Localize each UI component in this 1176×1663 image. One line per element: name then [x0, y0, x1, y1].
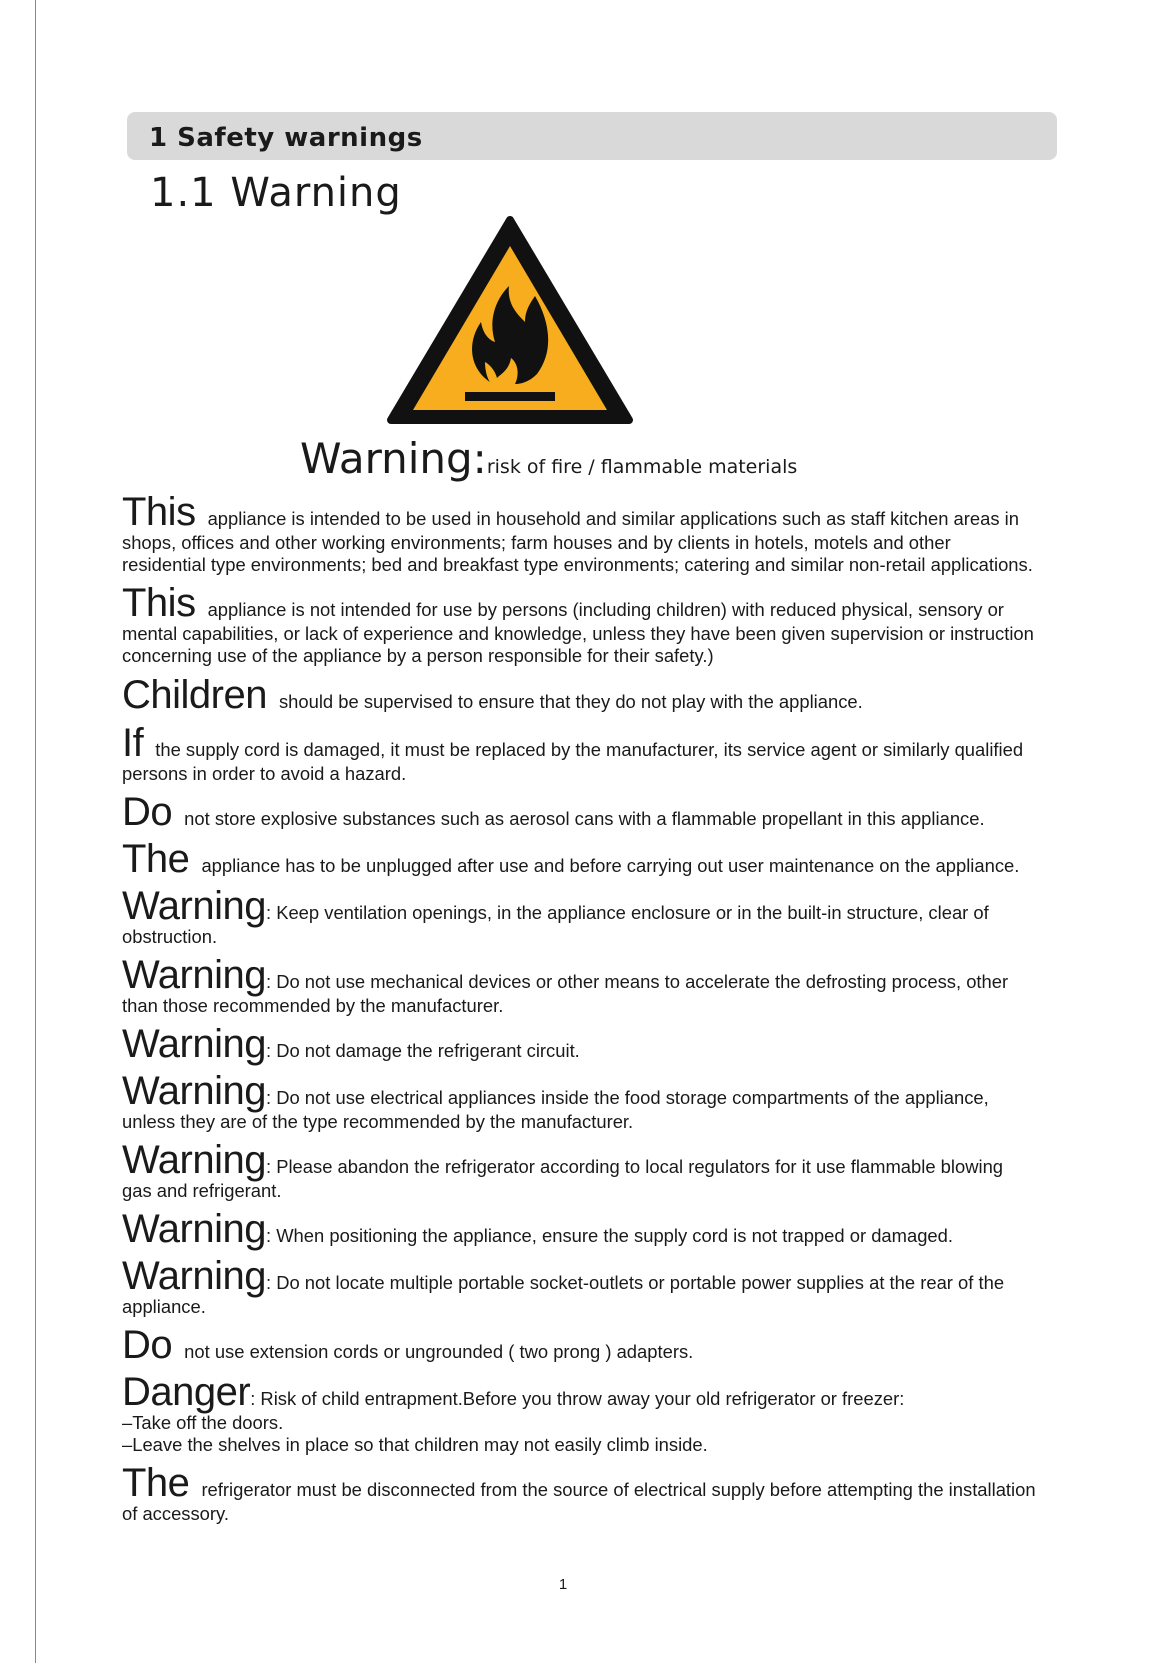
paragraph-text: not use extension cords or ungrounded ( two prong ) adapters. — [184, 1341, 694, 1362]
paragraph-lead-word: Warning — [122, 884, 266, 928]
paragraph-lead-word: Children — [122, 673, 267, 717]
flame-base-bar — [465, 392, 555, 401]
subsection-title: 1.1 Warning — [150, 170, 402, 216]
warning-paragraph — [122, 886, 1037, 948]
paragraph-text: : Do not use mechanical devices or other means to accelerate the defrosting process, other than those recommended by the manufacturer. — [122, 971, 1009, 1016]
section-title: 1 Safety warnings — [149, 123, 423, 153]
paragraph-lead-word: Warning — [122, 953, 266, 997]
paragraph-lead-word: Warning — [122, 1069, 266, 1113]
paragraph-lead-word: This — [122, 581, 196, 625]
sign-caption-warning: Warning: — [300, 434, 487, 483]
paragraph-lead-word: Danger — [122, 1370, 251, 1414]
binding-margin-line — [35, 0, 36, 1663]
warning-paragraph — [122, 1209, 1037, 1249]
paragraph-lead-word: Warning — [122, 1254, 266, 1298]
paragraph-text: : Do not locate multiple portable socket-outlets or portable power supplies at the rear of the appliance. — [122, 1272, 1005, 1317]
paragraph-lead-word: If — [122, 721, 144, 765]
warning-paragraph — [122, 955, 1037, 1017]
paragraph-text: not store explosive substances such as aerosol cans with a flammable propellant in this appliance. — [184, 808, 985, 829]
warning-paragraph — [122, 1463, 1037, 1525]
paragraph-lead-word: The — [122, 837, 190, 881]
warning-paragraph — [122, 492, 1037, 576]
paragraph-text: : When positioning the appliance, ensure the supply cord is not trapped or damaged. — [265, 1225, 953, 1246]
paragraph-lead-word: Warning — [122, 1022, 266, 1066]
paragraph-lead-word: Warning — [122, 1207, 266, 1251]
warning-paragraph — [122, 1071, 1037, 1133]
warning-paragraph — [122, 1024, 1037, 1064]
paragraph-lead-word: Do — [122, 790, 173, 834]
paragraph-text: appliance is intended to be used in household and similar applications such as staff kitchen areas in shops, offices and other working environments; farm houses and by clients in hotels, motels and other residential type environments; bed and breakfast type environments; catering and similar non-retail applications. — [122, 508, 1033, 575]
sign-caption-risk: risk of fire / flammable materials — [486, 456, 798, 478]
paragraph-lead-word: Warning — [122, 1138, 266, 1182]
warning-paragraph — [122, 1325, 1037, 1365]
paragraph-text: the supply cord is damaged, it must be replaced by the manufacturer, its service agent or similarly qualified persons in order to avoid a hazard. — [122, 739, 1024, 784]
paragraph-text: appliance is not intended for use by persons (including children) with reduced physical, sensory or mental capabilities, or lack of experience and knowledge, unless they have been given supervision or instruction concerning use of the appliance by a person responsible for their safety.) — [122, 599, 1034, 666]
warning-paragraph — [122, 675, 1037, 715]
paragraph-text: : Keep ventilation openings, in the appliance enclosure or in the built-in structure, clear of obstruction. — [122, 902, 989, 947]
sign-caption — [300, 434, 797, 483]
flammable-warning-icon — [385, 212, 635, 428]
warnings-list — [122, 492, 1037, 1525]
danger-step-line: –Take off the doors. — [122, 1412, 284, 1433]
warning-paragraph — [122, 839, 1037, 879]
paragraph-text: : Do not damage the refrigerant circuit. — [265, 1040, 580, 1061]
warning-paragraph — [122, 1372, 1037, 1456]
section-header-bar — [127, 112, 1057, 160]
warning-paragraph — [122, 1140, 1037, 1202]
paragraph-text: : Risk of child entrapment.Before you throw away your old refrigerator or freezer: — [250, 1388, 905, 1409]
paragraph-text: : Please abandon the refrigerator according to local regulators for it use flammable blowing gas and refrigerant. — [122, 1156, 1004, 1201]
paragraph-text: refrigerator must be disconnected from the source of electrical supply before attempting the installation of accessory. — [122, 1479, 1036, 1524]
page-number: 1 — [558, 1576, 568, 1593]
paragraph-text: : Do not use electrical appliances inside the food storage compartments of the appliance, unless they are of the type recommended by the manufacturer. — [122, 1087, 989, 1132]
warning-paragraph — [122, 1256, 1037, 1318]
warning-paragraph — [122, 723, 1037, 785]
warning-paragraph — [122, 792, 1037, 832]
paragraph-text: should be supervised to ensure that they do not play with the appliance. — [278, 691, 863, 712]
paragraph-text: appliance has to be unplugged after use and before carrying out user maintenance on the appliance. — [201, 855, 1020, 876]
paragraph-lead-word: The — [122, 1461, 190, 1505]
paragraph-lead-word: Do — [122, 1323, 173, 1367]
danger-step-line: –Leave the shelves in place so that children may not easily climb inside. — [122, 1434, 708, 1455]
paragraph-lead-word: This — [122, 490, 196, 534]
warning-paragraph — [122, 583, 1037, 667]
